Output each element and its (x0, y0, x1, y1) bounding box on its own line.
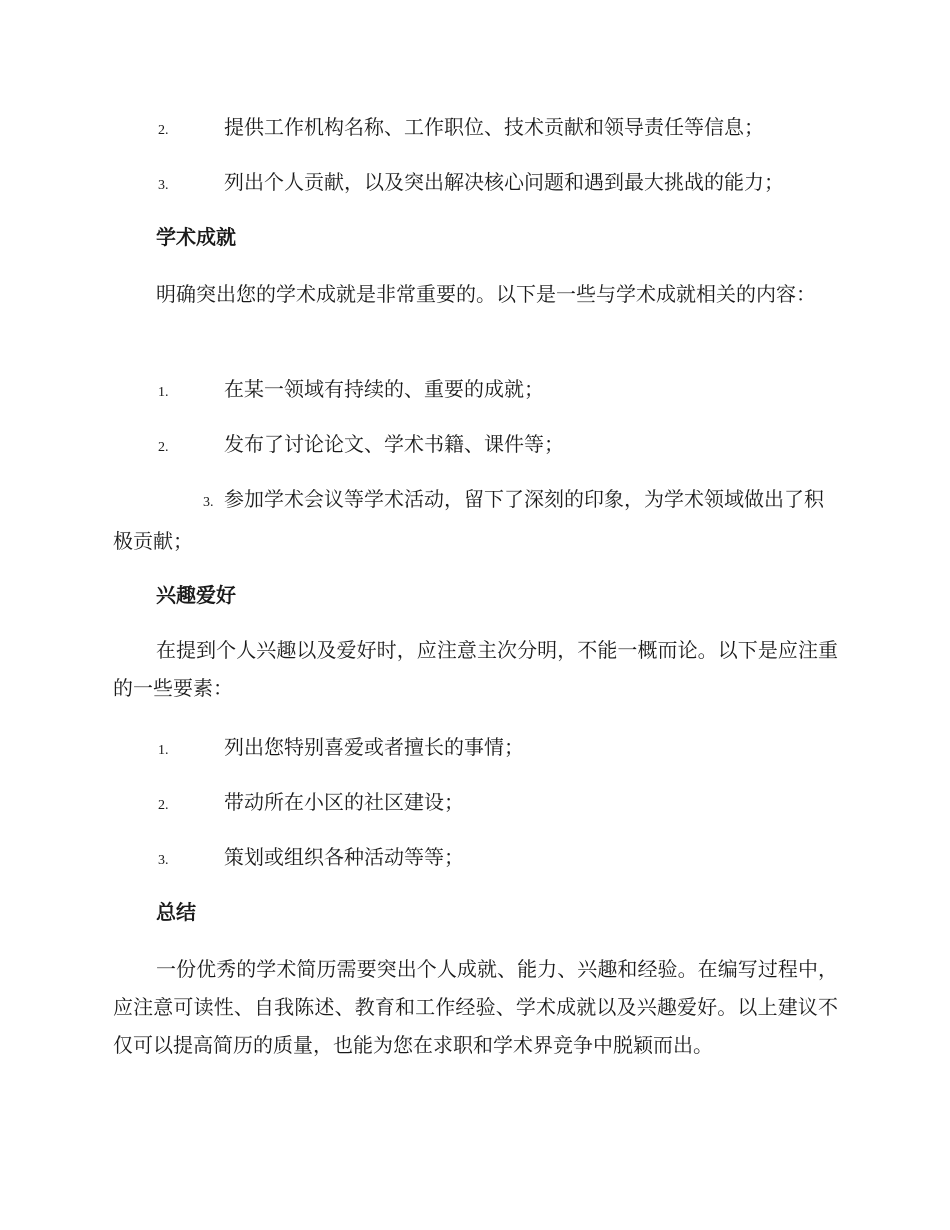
section-heading-academic: 学术成就 (156, 225, 236, 249)
list-number: 1. (158, 385, 169, 400)
list-text: 参加学术会议等学术活动，留下了深刻的印象，为学术领域做出了积极贡献； (113, 487, 824, 553)
list-item (158, 370, 848, 412)
list-item (113, 480, 838, 560)
list-item (158, 425, 848, 467)
list-number: 2. (158, 798, 169, 813)
list-number: 3. (158, 178, 169, 193)
list-item (158, 108, 848, 150)
list-text: 发布了讨论论文、学术书籍、课件等； (224, 432, 564, 456)
list-item (158, 783, 848, 825)
section-heading-hobby: 兴趣爱好 (156, 583, 236, 607)
list-number: 2. (158, 123, 169, 138)
list-item (158, 838, 848, 880)
list-number: 1. (158, 743, 169, 758)
list-number: 3. (203, 495, 214, 510)
list-number: 2. (158, 440, 169, 455)
list-text: 列出个人贡献，以及突出解决核心问题和遇到最大挑战的能力； (224, 170, 784, 194)
list-text: 提供工作机构名称、工作职位、技术贡献和领导责任等信息； (224, 115, 764, 139)
list-item (158, 728, 848, 770)
paragraph-summary: 一份优秀的学术简历需要突出个人成就、能力、兴趣和经验。在编写过程中，应注意可读性、自我陈述、教育和工作经验、学术成就以及兴趣爱好。以上建议不仅可以提高简历的质量，也能为您在求职和学术界竞争中脱颖而出。 (113, 957, 838, 1057)
paragraph-academic: 明确突出您的学术成就是非常重要的。以下是一些与学术成就相关的内容： (156, 282, 816, 306)
list-text: 列出您特别喜爱或者擅长的事情； (224, 735, 524, 759)
list-text: 策划或组织各种活动等等； (224, 845, 464, 869)
list-text: 带动所在小区的社区建设； (224, 790, 464, 814)
list-number: 3. (158, 853, 169, 868)
list-text: 在某一领域有持续的、重要的成就； (224, 377, 544, 401)
paragraph-hobby: 在提到个人兴趣以及爱好时，应注意主次分明，不能一概而论。以下是应注重的一些要素： (113, 638, 838, 700)
list-item (158, 163, 848, 205)
section-heading-summary: 总结 (156, 900, 196, 924)
